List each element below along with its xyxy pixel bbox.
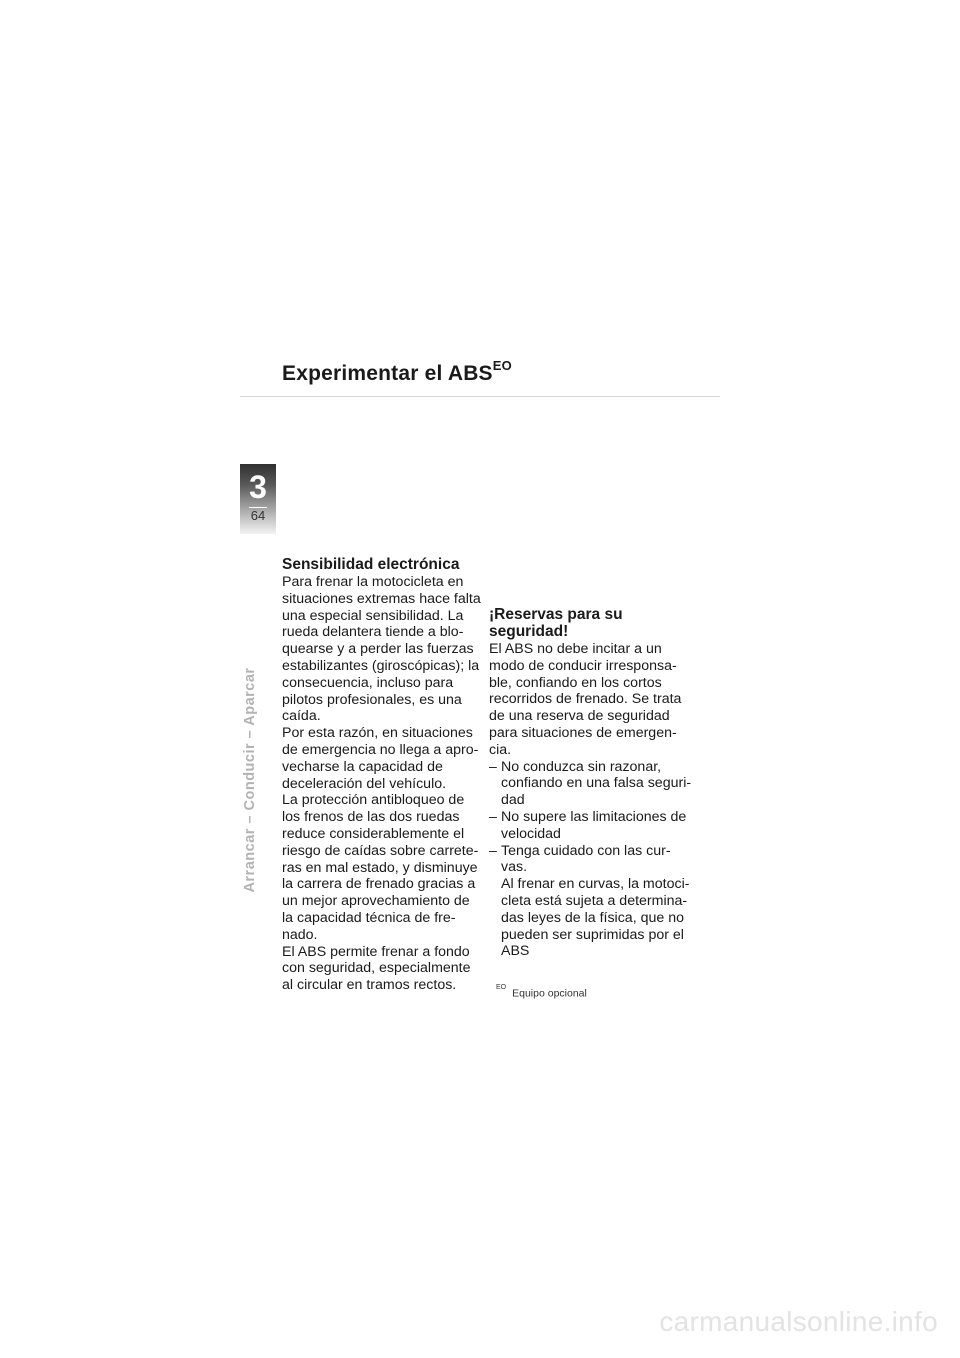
list-note: Al frenar en curvas, la motoci-cleta está sujeta a determina-das leyes de la física, que no pueden ser suprimidas por el ABS xyxy=(501,876,690,960)
paragraph: El ABS no debe incitar a un modo de conducir irresponsa-ble, confiando en los cortos recorridos de frenado. Se trata de una reserva de seguridad para situaciones de emergen-cia. xyxy=(489,641,682,758)
paragraph: La protección antibloqueo de los frenos de las dos ruedas reduce considerablemente el riesgo de caídas sobre carrete-ras en mal estado, y disminuye la carrera de frenado gracias a un mejor aprovechamiento de la capacidad técnica de fre-nado. xyxy=(282,792,479,943)
list-item xyxy=(489,843,694,877)
watermark: carmanualsonline.info xyxy=(659,1306,938,1337)
section-heading-sensibilidad: Sensibilidad electrónica xyxy=(282,556,460,573)
paragraph: Para frenar la motocicleta en situaciones extremas hace falta una especial sensibilidad. La rueda delantera tiende a blo-quearse y a perder las fuerzas estabilizantes (giroscópicas); la consecuencia, incluso para pilotos profesionales, es una caída. xyxy=(282,574,481,725)
chapter-side-label-text: Arrancar – Conducir – Aparcar xyxy=(242,667,258,893)
list-item xyxy=(489,759,694,809)
section-heading-reservas: ¡Reservas para su seguridad! xyxy=(489,606,623,640)
paragraph: Por esta razón, en situaciones de emergencia no llega a apro-vecharse la capacidad de deceleración del vehículo. xyxy=(282,725,479,792)
page-title-text: Experimentar el ABS xyxy=(282,362,493,385)
chapter-number: 3 xyxy=(249,469,267,505)
list-item xyxy=(489,809,694,843)
page-title-superscript: EO xyxy=(492,358,512,373)
list-item-text: – No conduzca sin razonar, confiando en una falsa seguri-dad xyxy=(501,758,692,809)
footnote-marker: EO xyxy=(496,984,507,991)
list-item-text: – Tenga cuidado con las cur-vas. xyxy=(501,842,671,876)
left-column xyxy=(282,556,482,994)
footnote-text: Equipo opcional xyxy=(512,987,587,1000)
right-column xyxy=(489,606,694,960)
title-divider xyxy=(240,396,720,397)
paragraph: El ABS permite frenar a fondo con seguridad, especialmente al circular en tramos rectos. xyxy=(282,943,471,994)
footnote xyxy=(496,984,587,1000)
safety-list xyxy=(489,759,694,877)
list-item-text: – No supere las limitaciones de velocidad xyxy=(501,808,687,842)
chapter-tab xyxy=(240,464,276,534)
page-title xyxy=(282,360,512,386)
page-number: 64 xyxy=(250,508,266,523)
